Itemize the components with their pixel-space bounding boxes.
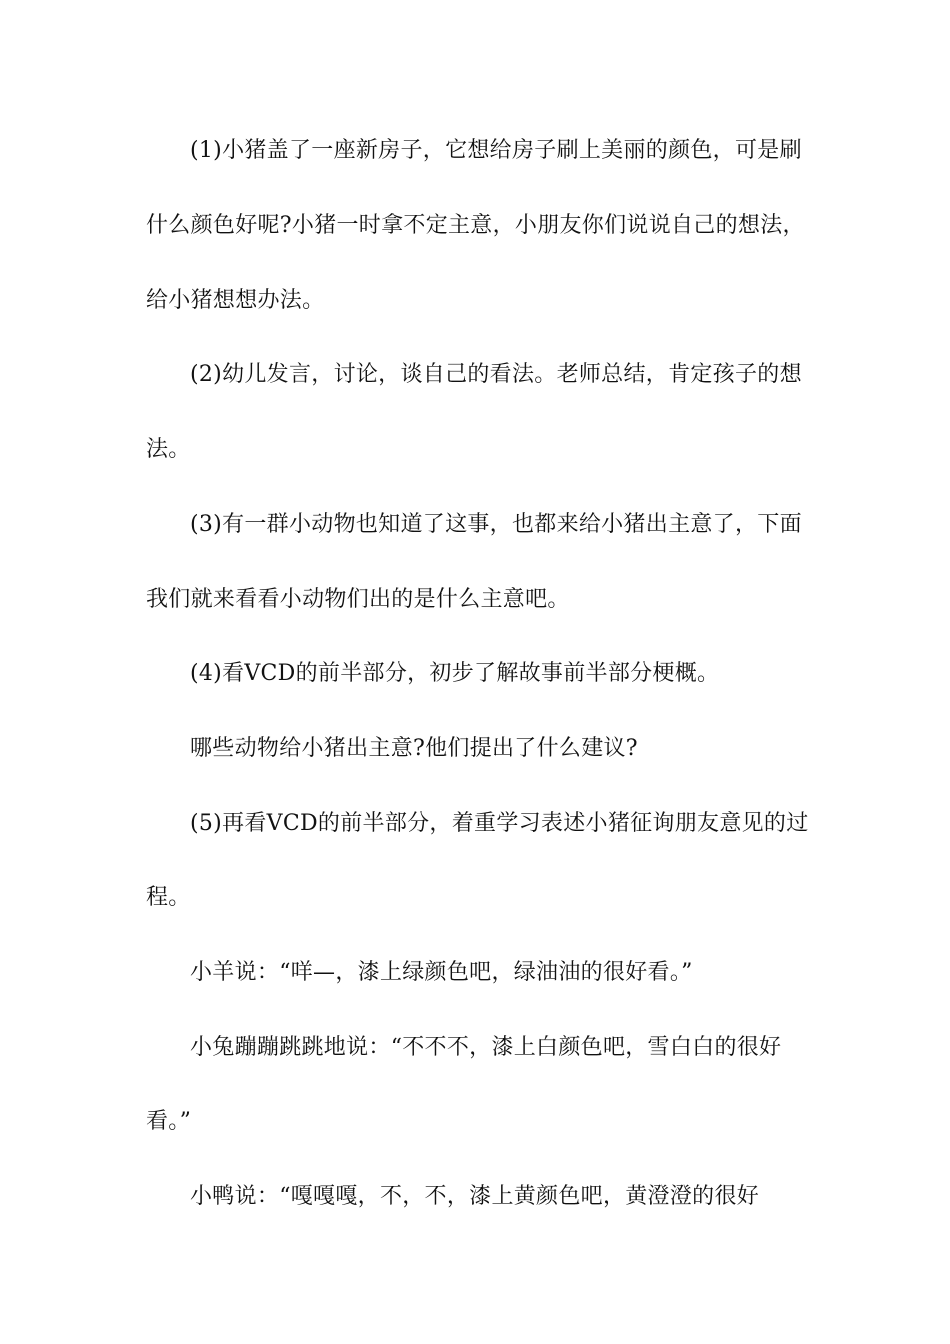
paragraph-8-line-1: 小兔蹦蹦跳跳地说：“不不不，漆上白颜色吧，雪白白的很好 [190,1035,782,1060]
paragraph-1-line-2: 什么颜色好呢?小猪一时拿不定主意，小朋友你们说说自己的想法， [146,213,805,238]
paragraph-1-line-1: (1)小猪盖了一座新房子，它想给房子刷上美丽的颜色，可是刷 [190,138,802,163]
paragraph-6-line-1: (5)再看VCD的前半部分，着重学习表述小猪征询朋友意见的过 [190,811,809,836]
paragraph-7-line-1: 小羊说：“咩—，漆上绿颜色吧，绿油油的很好看。” [190,960,693,985]
paragraph-8-line-2: 看。” [146,1109,192,1134]
paragraph-3-line-2: 我们就来看看小动物们出的是什么主意吧。 [146,587,570,612]
paragraph-5-line-1: 哪些动物给小猪出主意?他们提出了什么建议? [190,736,638,761]
paragraph-2-line-2: 法。 [146,437,191,462]
paragraph-9-line-1: 小鸭说：“嘎嘎嘎，不，不，漆上黄颜色吧，黄澄澄的很好 [190,1184,760,1209]
paragraph-2-line-1: (2)幼儿发言，讨论，谈自己的看法。老师总结，肯定孩子的想 [190,362,802,387]
paragraph-6-line-2: 程。 [146,885,191,910]
paragraph-1-line-3: 给小猪想想办法。 [146,288,325,313]
paragraph-4-line-1: (4)看VCD的前半部分，初步了解故事前半部分梗概。 [190,661,720,686]
paragraph-3-line-1: (3)有一群小动物也知道了这事，也都来给小猪出主意了，下面 [190,512,802,537]
